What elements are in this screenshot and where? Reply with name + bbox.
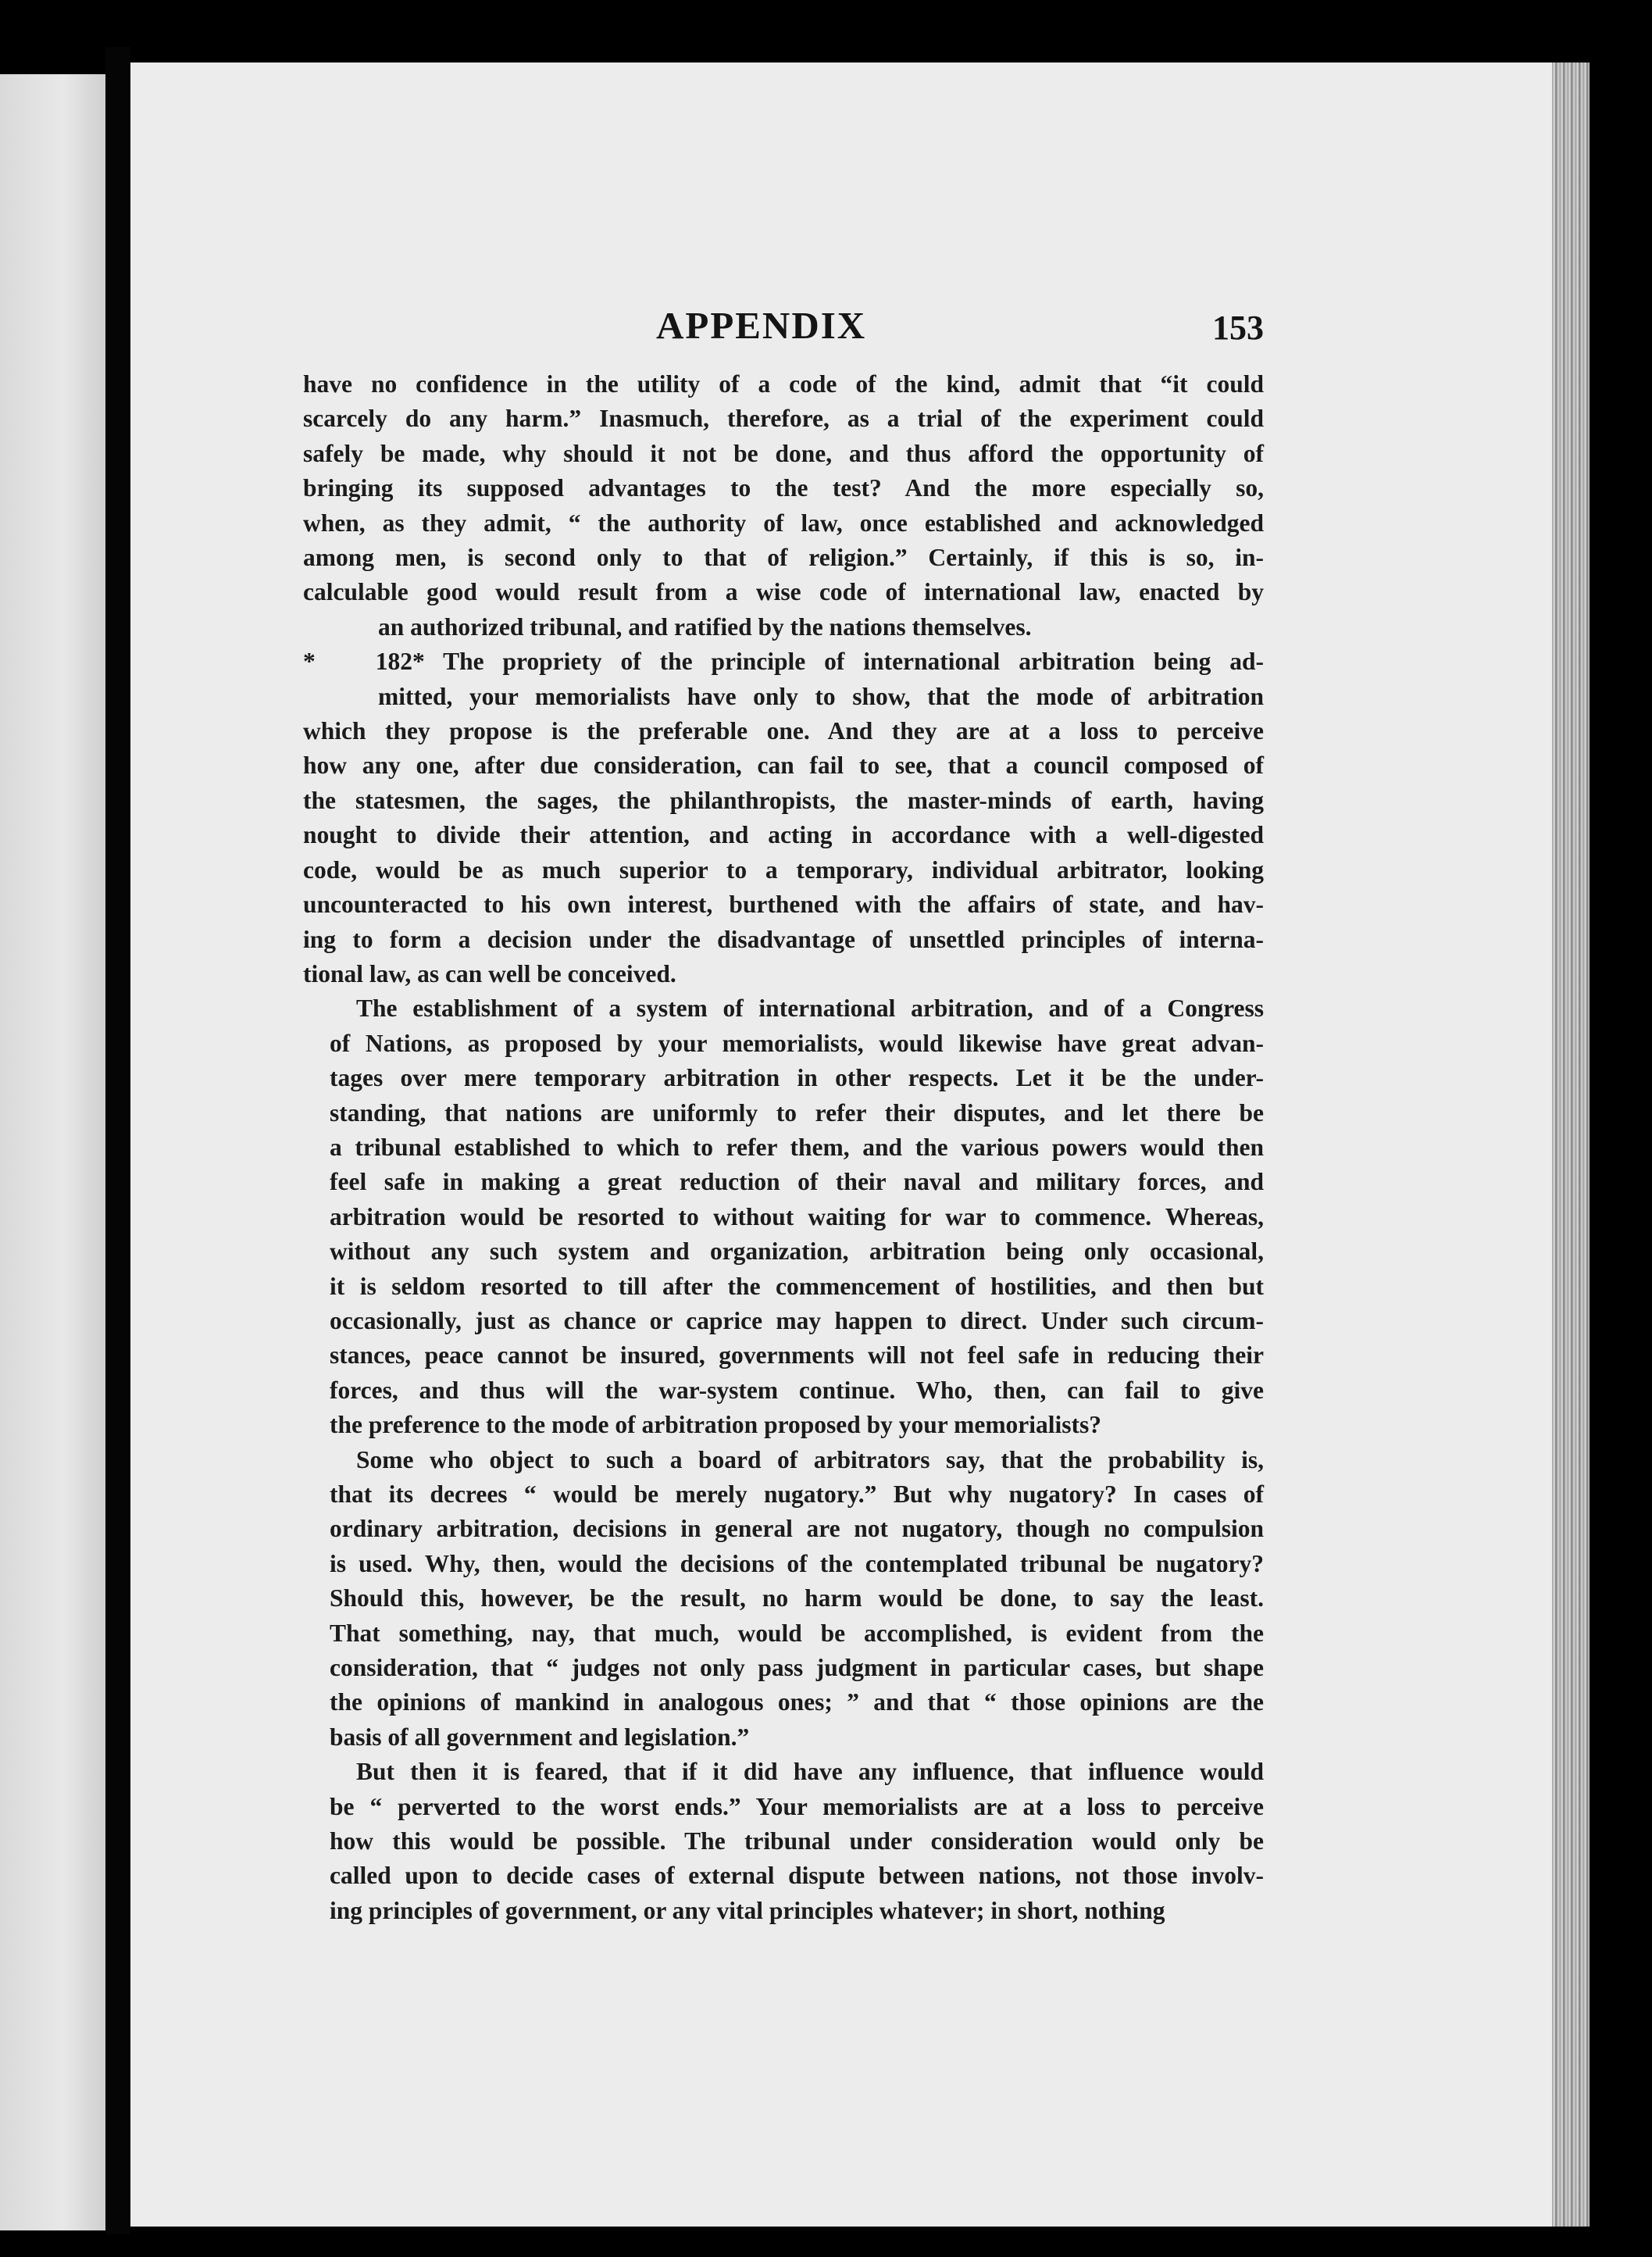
- book-gutter: [105, 47, 130, 2234]
- text-line: occasionally, just as chance or caprice may happen to direct. Under such circum-: [330, 1306, 1264, 1334]
- text-line: standing, that nations are uniformly to refer their disputes, and let there be: [330, 1098, 1264, 1127]
- text-line: called upon to decide cases of external dispute between nations, not those involv-: [330, 1862, 1264, 1890]
- text-line: basis of all government and legislation.”: [330, 1723, 750, 1751]
- margin-reference: * 182: [303, 648, 412, 676]
- text-line: scarcely do any harm.” Inasmuch, therefore, as a trial of the experiment could: [303, 405, 1264, 433]
- text-line: arbitration would be resorted to without waiting for war to commence. Whereas,: [330, 1202, 1264, 1230]
- text-line: ing principles of government, or any vital principles whatever; in short, nothing: [330, 1896, 1165, 1924]
- text-line: safely be made, why should it not be done, and thus afford the opportunity of: [303, 439, 1264, 467]
- text-line: stances, peace cannot be insured, governments will not feel safe in reducing their: [330, 1341, 1264, 1370]
- text-line-content: * The propriety of the principle of international arbitration being ad-: [412, 648, 1264, 676]
- text-line: of Nations, as proposed by your memorialists, would likewise have great advan-: [330, 1029, 1264, 1057]
- text-line: Should this, however, be the result, no harm would be done, to say the least.: [330, 1584, 1264, 1612]
- text-line: feel safe in making a great reduction of their naval and military forces, and: [330, 1168, 1264, 1196]
- text-line: how this would be possible. The tribunal under consideration would only be: [330, 1827, 1264, 1855]
- text-line: that its decrees “ would be merely nugatory.” But why nugatory? In cases of: [330, 1480, 1264, 1508]
- text-line: a tribunal established to which to refer them, and the various powers would then: [330, 1133, 1264, 1161]
- facing-page-edge: [0, 74, 105, 2230]
- body-text: [303, 367, 1264, 1928]
- text-line: code, would be as much superior to a temporary, individual arbitrator, looking: [303, 855, 1264, 884]
- text-line: without any such system and organization, arbitration being only occasional,: [330, 1237, 1264, 1266]
- text-line: nought to divide their attention, and acting in accordance with a well-digested: [303, 821, 1264, 849]
- text-line: when, as they admit, “ the authority of law, once established and acknowledged: [303, 509, 1264, 537]
- text-line: which they propose is the preferable one. And they are at a loss to perceive: [303, 717, 1264, 745]
- text-line: ing to form a decision under the disadvantage of unsettled principles of interna-: [303, 925, 1264, 953]
- text-line: consideration, that “ judges not only pass judgment in particular cases, but shape: [330, 1654, 1264, 1682]
- page-number: 153: [1212, 309, 1264, 347]
- text-line: it is seldom resorted to till after the commencement of hostilities, and then but: [330, 1272, 1264, 1300]
- text-line: the opinions of mankind in analogous ones; ” and that “ those opinions are the: [330, 1688, 1264, 1716]
- text-line: bringing its supposed advantages to the test? And the more especially so,: [303, 474, 1264, 502]
- text-line: among men, is second only to that of religion.” Certainly, if this is so, in-: [303, 544, 1264, 572]
- text-line: an authorized tribunal, and ratified by the nations themselves.: [378, 612, 1032, 641]
- page-title: APPENDIX: [656, 304, 867, 347]
- page-stack-edge: [1552, 62, 1590, 2227]
- text-line: the preference to the mode of arbitration proposed by your memorialists?: [330, 1411, 1102, 1439]
- paragraph-2: [303, 645, 1264, 991]
- text-line: is used. Why, then, would the decisions of the contemplated tribunal be nugatory?: [330, 1549, 1264, 1577]
- text-line: forces, and thus will the war-system continue. Who, then, can fail to give: [330, 1376, 1264, 1404]
- text-line: how any one, after due consideration, can fail to see, that a council composed of: [303, 752, 1264, 780]
- paragraph-3: [303, 991, 1264, 1442]
- paragraph-4: [303, 1443, 1264, 1755]
- text-line: have no confidence in the utility of a code of the kind, admit that “it could: [303, 370, 1264, 398]
- text-line: Some who object to such a board of arbitrators say, that the probability is,: [356, 1445, 1264, 1473]
- text-line: be “ perverted to the worst ends.” Your memorialists are at a loss to perceive: [330, 1792, 1264, 1820]
- paragraph-1: [303, 367, 1264, 645]
- text-line: But then it is feared, that if it did have any influence, that influence would: [356, 1758, 1264, 1786]
- text-line: the statesmen, the sages, the philanthropists, the master-minds of earth, having: [303, 786, 1264, 814]
- text-line: tional law, as can well be conceived.: [303, 959, 676, 987]
- text-line: mitted, your memorialists have only to show, that the mode of arbitration: [378, 682, 1264, 710]
- running-head: [303, 303, 1264, 358]
- text-line: That something, nay, that much, would be accomplished, is evident from the: [330, 1619, 1264, 1647]
- text-line: [303, 645, 1264, 679]
- text-line: tages over mere temporary arbitration in other respects. Let it be the under-: [330, 1064, 1264, 1092]
- text-line: calculable good would result from a wise code of international law, enacted by: [303, 578, 1264, 606]
- text-line: The establishment of a system of international arbitration, and of a Congress: [356, 995, 1264, 1023]
- text-line: ordinary arbitration, decisions in general are not nugatory, though no compulsion: [330, 1515, 1264, 1543]
- text-line: uncounteracted to his own interest, burthened with the affairs of state, and hav-: [303, 891, 1264, 919]
- paragraph-5: [303, 1755, 1264, 1928]
